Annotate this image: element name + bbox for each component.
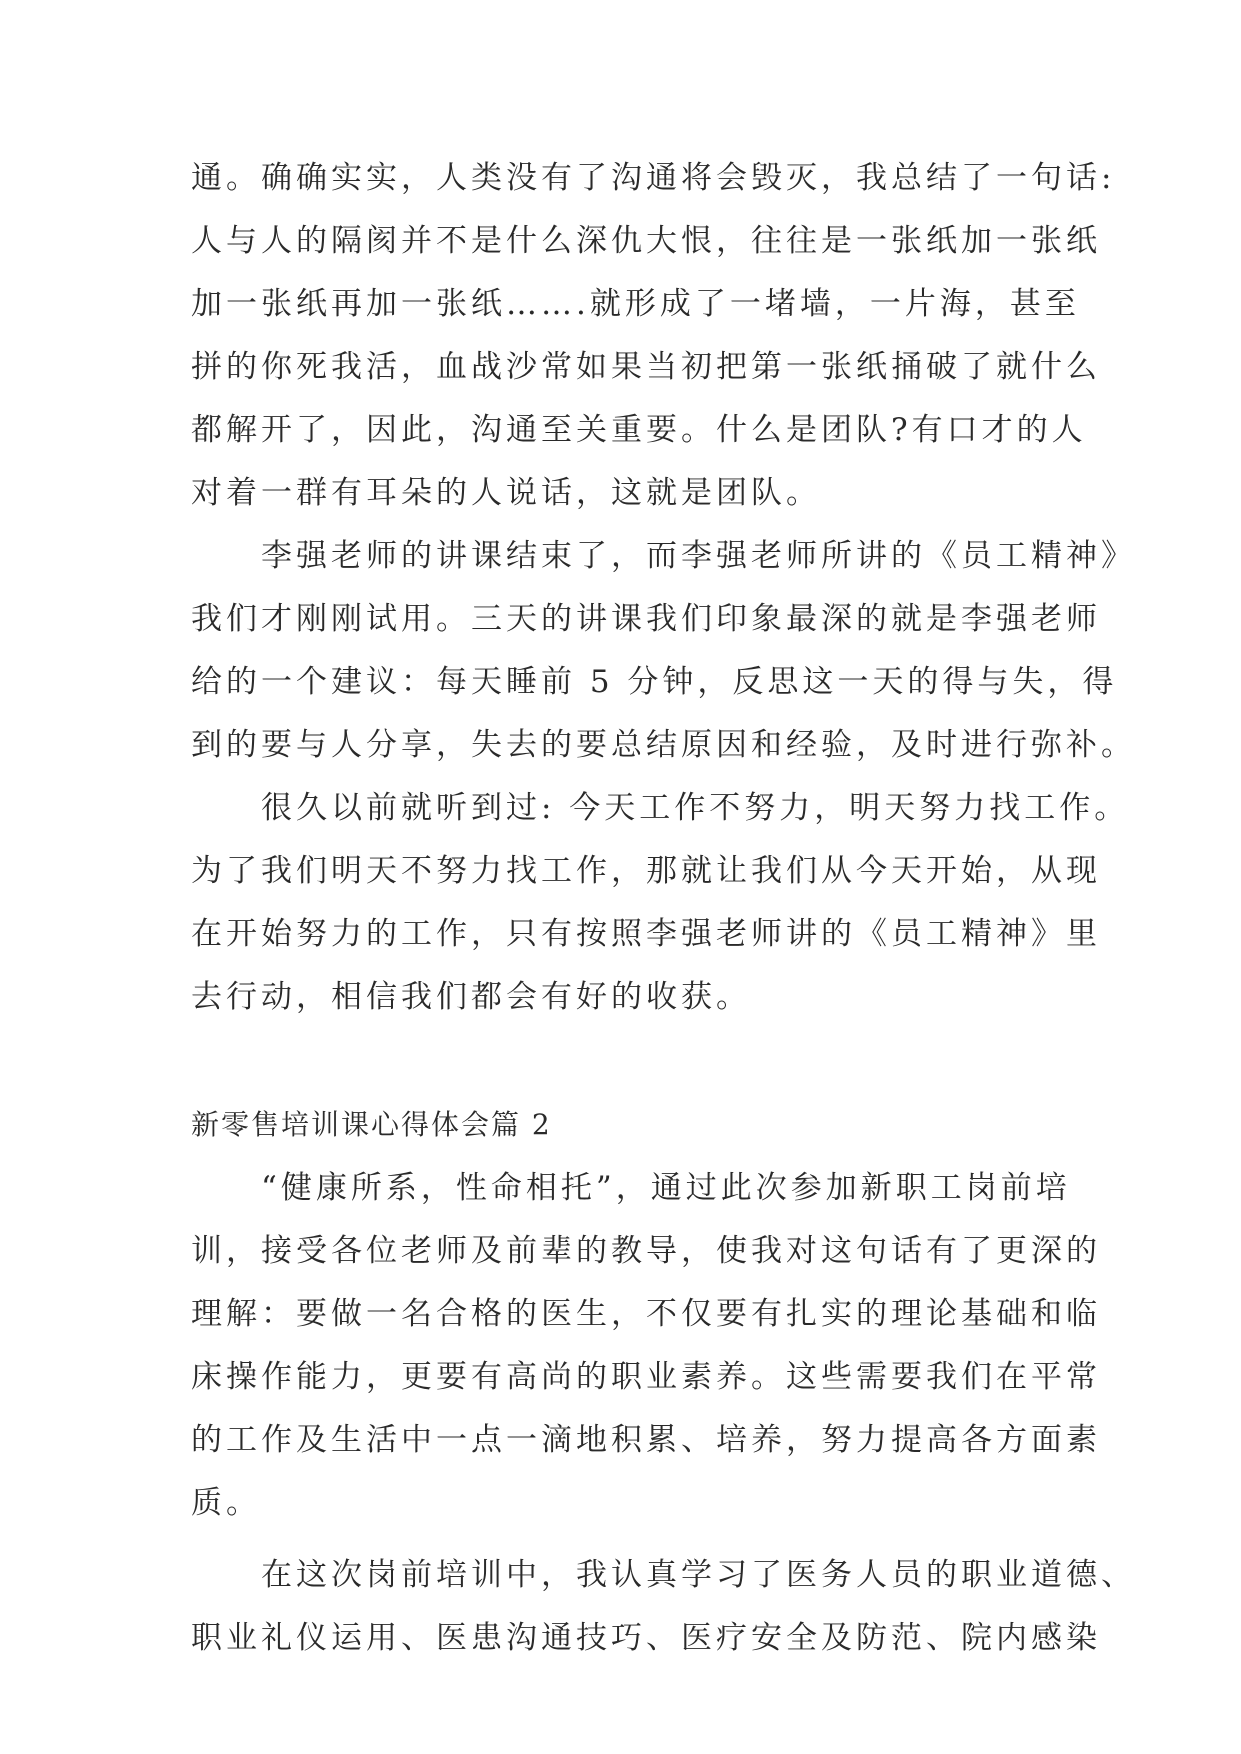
paragraph-line: 为了我们明天不努力找工作，那就让我们从今天开始，从现 — [191, 853, 1101, 889]
paragraph-line: 在这次岗前培训中，我认真学习了医务人员的职业道德、 — [191, 1557, 1136, 1593]
paragraph-line: 拼的你死我活，血战沙常如果当初把第一张纸捅破了就什么 — [191, 349, 1101, 385]
paragraph-line: 训，接受各位老师及前辈的教导，使我对这句话有了更深的 — [191, 1233, 1101, 1269]
paragraph-line: 到的要与人分享，失去的要总结原因和经验，及时进行弥补。 — [191, 727, 1136, 763]
paragraph-line: “健康所系，性命相托”，通过此次参加新职工岗前培 — [191, 1170, 1071, 1206]
paragraph-line: 给的一个建议：每天睡前 5 分钟，反思这一天的得与失，得 — [191, 664, 1118, 700]
paragraph-line: 对着一群有耳朵的人说话，这就是团队。 — [191, 475, 821, 511]
paragraph-line: 加一张纸再加一张纸…….就形成了一堵墙，一片海，甚至 — [191, 286, 1080, 322]
paragraph-line: 床操作能力，更要有高尚的职业素养。这些需要我们在平常 — [191, 1359, 1101, 1395]
paragraph-line: 理解：要做一名合格的医生，不仅要有扎实的理论基础和临 — [191, 1296, 1101, 1332]
paragraph-line: 去行动，相信我们都会有好的收获。 — [191, 979, 751, 1015]
paragraph-line: 的工作及生活中一点一滴地积累、培养，努力提高各方面素 — [191, 1422, 1101, 1458]
paragraph-line: 很久以前就听到过: 今天工作不努力，明天努力找工作。 — [191, 790, 1130, 826]
paragraph-line: 人与人的隔阂并不是什么深仇大恨，往往是一张纸加一张纸 — [191, 223, 1101, 259]
paragraph-line: 我们才刚刚试用。三天的讲课我们印象最深的就是李强老师 — [191, 601, 1101, 637]
paragraph-line: 职业礼仪运用、医患沟通技巧、医疗安全及防范、院内感染 — [191, 1620, 1101, 1656]
paragraph-line: 李强老师的讲课结束了，而李强老师所讲的《员工精神》 — [191, 538, 1136, 574]
paragraph-line: 都解开了，因此，沟通至关重要。什么是团队?有口才的人 — [191, 412, 1087, 448]
paragraph-line: 通。确确实实，人类没有了沟通将会毁灭，我总结了一句话: — [191, 160, 1116, 196]
paragraph-line: 在开始努力的工作，只有按照李强老师讲的《员工精神》里 — [191, 916, 1101, 952]
section-heading: 新零售培训课心得体会篇 2 — [191, 1108, 552, 1141]
paragraph-line: 质。 — [191, 1485, 261, 1521]
